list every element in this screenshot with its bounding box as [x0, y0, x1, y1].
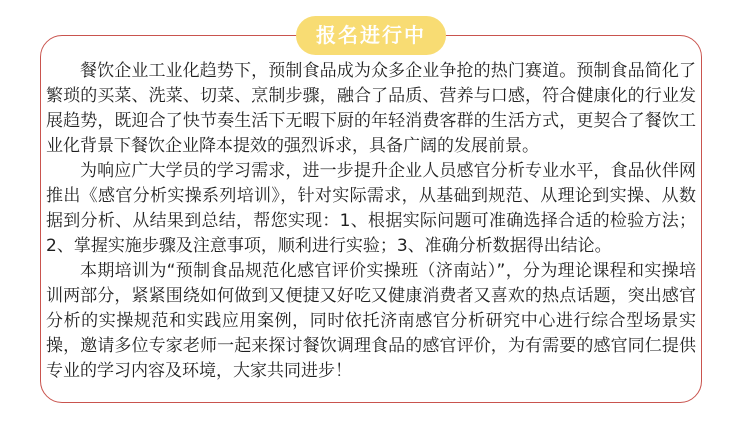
paragraph-training-series: 为响应广大学员的学习需求，进一步提升企业人员感官分析专业水平，食品伙伴网推出《感官分析实操系列培训》，针对实际需求，从基础到规范、从理论到实操、从数据到分析、从结果到总结，帮您实现：1、根据实际问题可准确选择合适的检验方法；2、掌握实施步骤及注意事项，顺利进行实验；3、准确分析数据得出结论。 [46, 161, 696, 256]
paragraph-course-details: 本期培训为“预制食品规范化感官评价实操班（济南站）”，分为理论课程和实操培训两部分，紧紧围绕如何做到又便捷又好吃又健康消费者又喜欢的热点话题，突出感官分析的实操规范和实践应用案例，同时依托济南感官分析研究中心进行综合型场景实操，邀请多位专家老师一起来探讨餐饮调理食品的感官评价，为有需要的感官同仁提供专业的学习内容及环境，大家共同进步！ [46, 261, 696, 381]
registration-status-label: 报名进行中 [316, 23, 426, 47]
registration-status-badge [296, 16, 446, 55]
paragraph-industry-trend: 餐饮企业工业化趋势下，预制食品成为众多企业争抢的热门赛道。预制食品简化了繁琐的买菜、洗菜、切菜、烹制步骤，融合了品质、营养与口感，符合健康化的行业发展趋势，既迎合了快节奏生活下无暇下厨的年轻消费客群的生活方式，更契合了餐饮工业化背景下餐饮企业降本提效的强烈诉求，具备广阔的发展前景。 [46, 61, 696, 156]
notice-content [41, 36, 701, 384]
notice-box [40, 23, 702, 403]
